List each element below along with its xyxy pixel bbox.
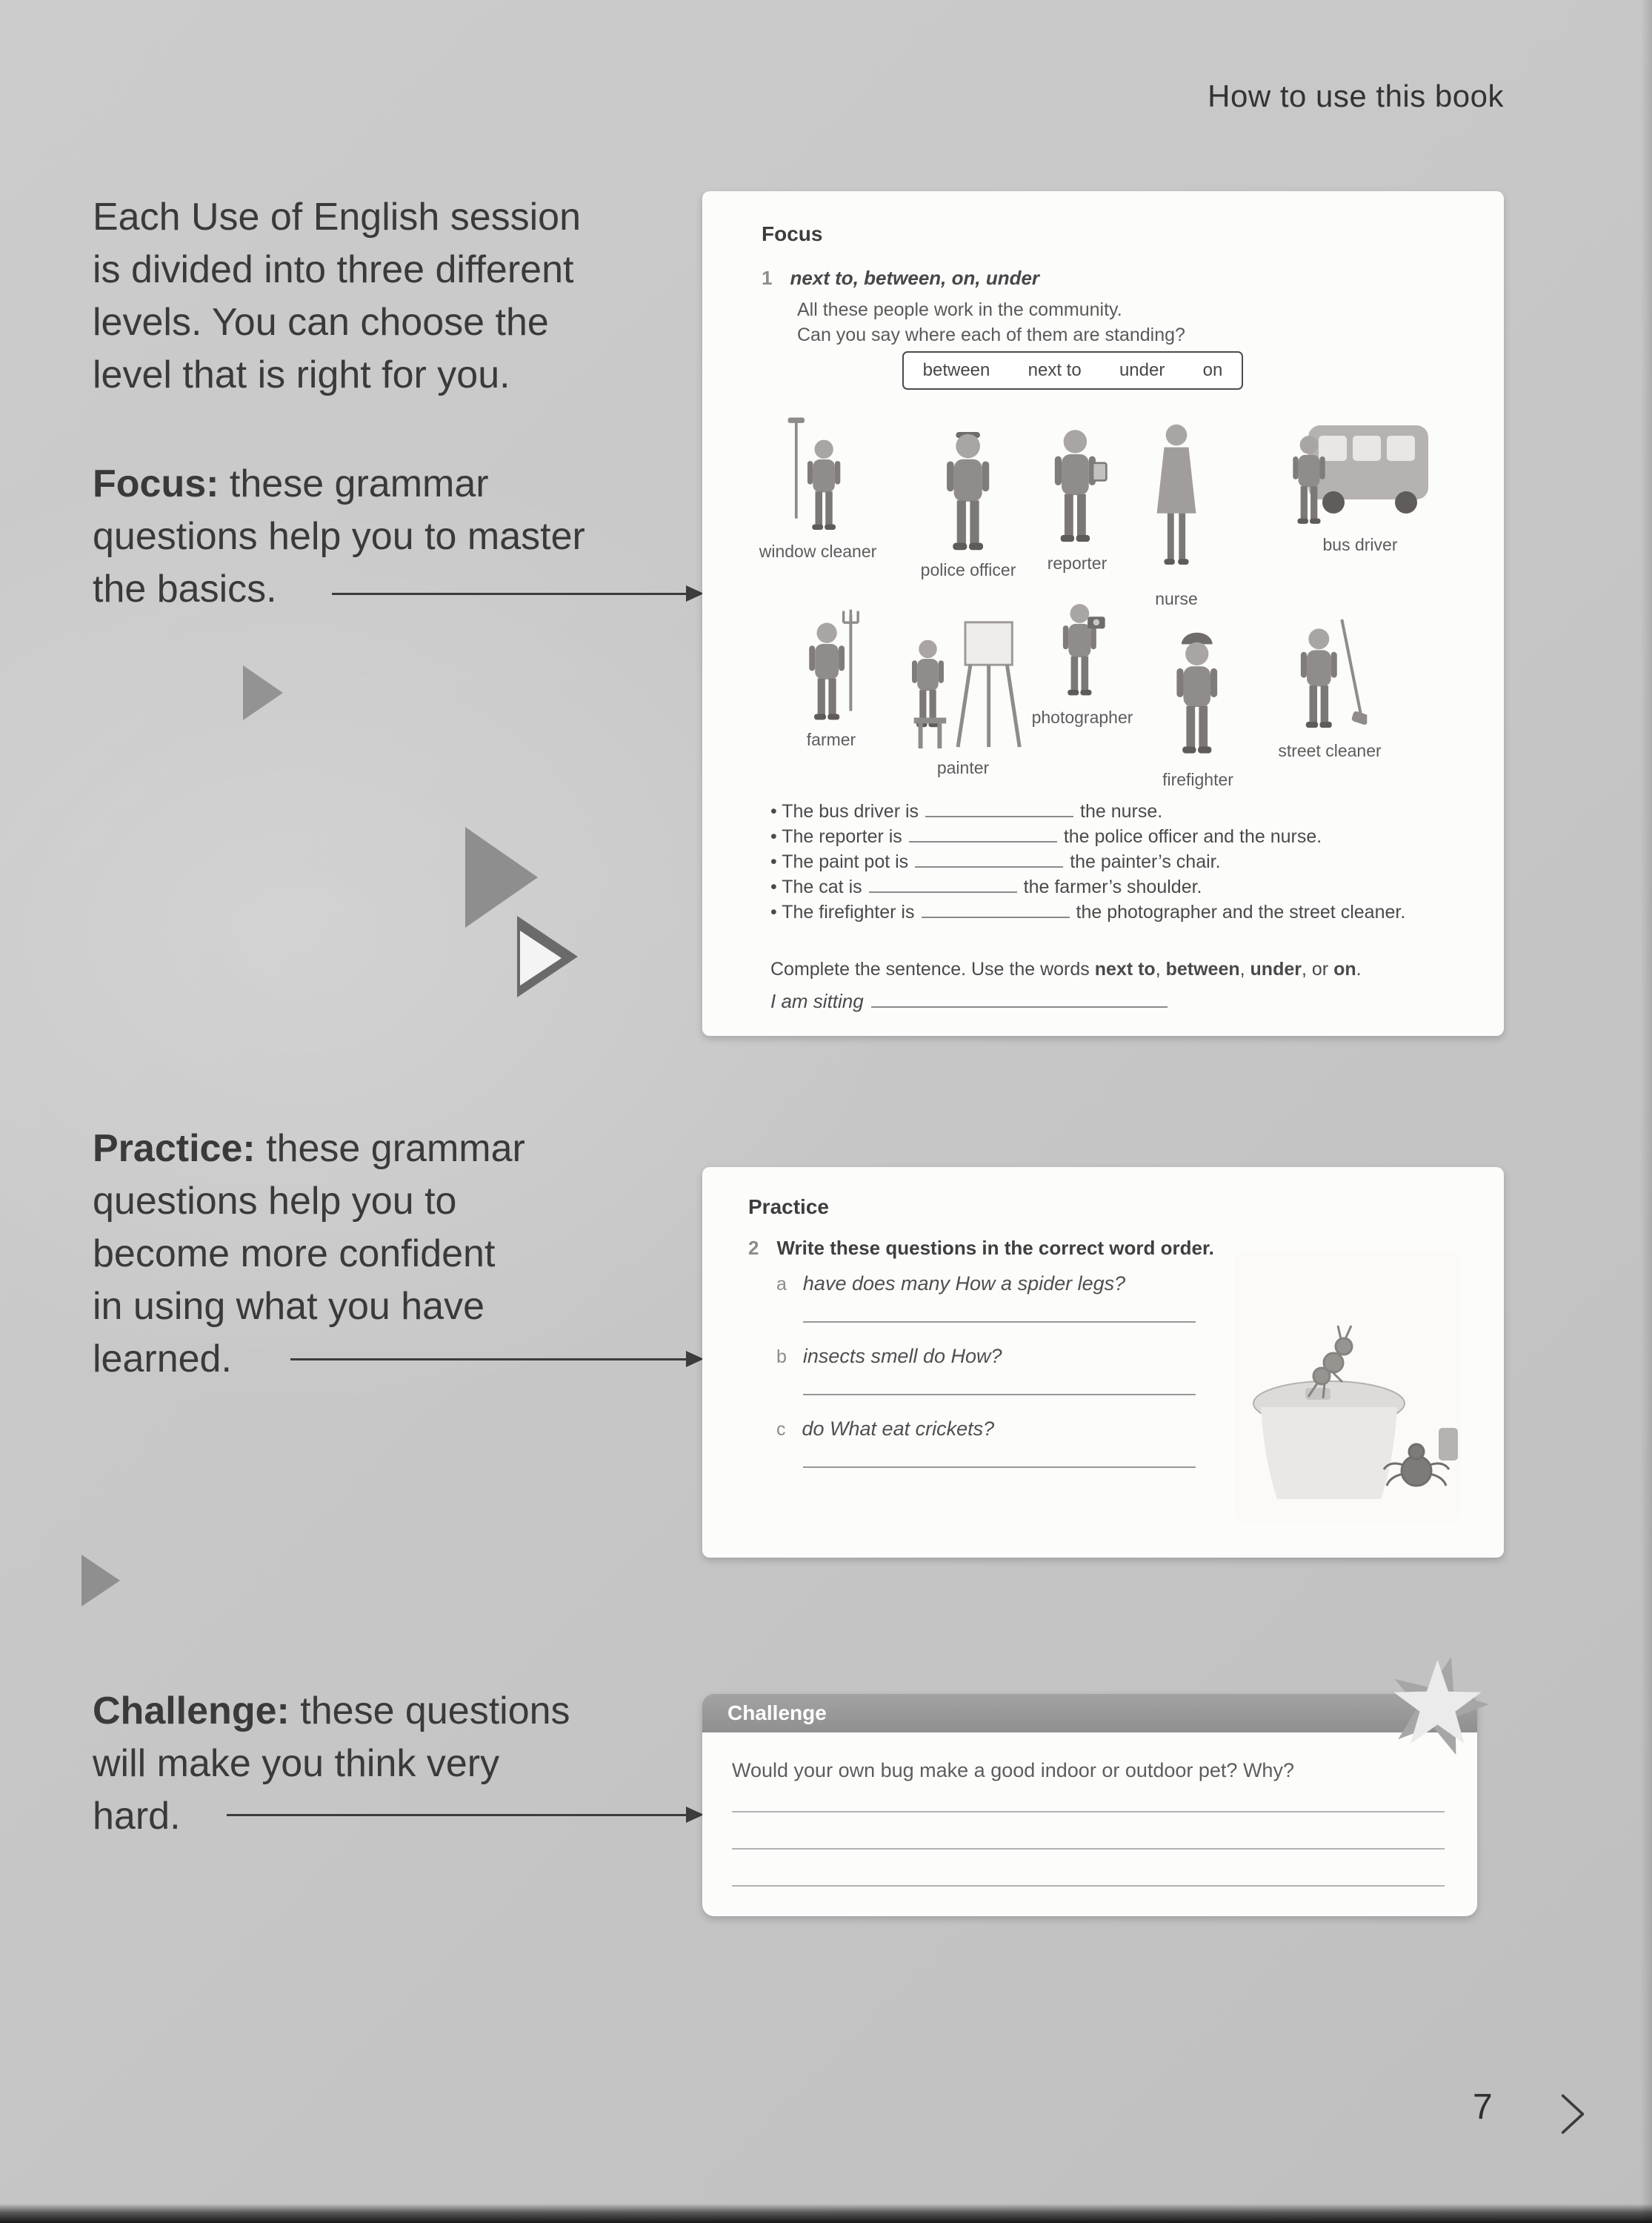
- answer-blank: [922, 900, 1070, 918]
- intro-line: level that is right for you.: [93, 353, 510, 396]
- nurse-figure: nurse: [1144, 415, 1209, 609]
- page-bottom-shadow: [0, 2204, 1652, 2223]
- answer-line: [803, 1394, 1196, 1395]
- photographer-figure: photographer: [1032, 591, 1133, 728]
- window-cleaner-illustration: [787, 412, 849, 536]
- page-edge-shadow: [1640, 0, 1652, 2223]
- sentence-item: • The cat is the farmer’s shoulder.: [770, 874, 1445, 900]
- challenge-label: Challenge:: [93, 1689, 290, 1732]
- word-bank-word: between: [922, 360, 990, 380]
- answer-blank: [871, 988, 1168, 1008]
- police-officer-illustration: [938, 432, 999, 555]
- exercise-2-heading: [748, 1237, 1214, 1260]
- answer-line: [732, 1885, 1445, 1887]
- intro-line: Each Use of English session: [93, 196, 582, 239]
- practice-sample-box: [702, 1167, 1504, 1558]
- answer-line: [803, 1321, 1196, 1323]
- bugs-illustration: [1234, 1250, 1461, 1523]
- reporter-illustration: [1046, 422, 1108, 548]
- intro-line: levels. You can choose the: [93, 301, 549, 344]
- answer-line: [732, 1811, 1445, 1812]
- practice-label: Practice:: [93, 1127, 256, 1170]
- bus-driver-figure: bus driver: [1286, 417, 1434, 555]
- exercise-title: Write these questions in the correct word order.: [776, 1237, 1214, 1259]
- exercise-number: 1: [762, 267, 773, 289]
- star-icon: [1382, 1651, 1493, 1762]
- farmer-figure: farmer: [799, 600, 864, 750]
- painter-figure: painter: [900, 606, 1026, 778]
- question-item: a have does many How a spider legs?: [776, 1272, 1126, 1295]
- sentence-item: • The paint pot is the painter’s chair.: [770, 849, 1445, 874]
- window-cleaner-figure: window cleaner: [759, 412, 877, 562]
- answer-line: [803, 1466, 1196, 1468]
- challenge-box-header: [702, 1694, 1477, 1732]
- answer-blank: [915, 849, 1063, 868]
- practice-pointer-arrow: [290, 1358, 686, 1360]
- word-bank-word: next to: [1027, 360, 1082, 380]
- photographer-illustration: [1054, 591, 1110, 702]
- answer-blank: [909, 824, 1057, 843]
- challenge-box-title: Challenge: [727, 1701, 827, 1724]
- question-item: c do What eat crickets?: [776, 1418, 995, 1440]
- practice-description: Practice: these grammar questions help you to become more confident in using what you have learned.: [93, 1127, 525, 1380]
- intro-paragraph: [93, 191, 581, 402]
- exercise-title: next to, between, on, under: [790, 267, 1040, 289]
- decorative-triangle-icon: [243, 665, 283, 720]
- sentence-item: • The firefighter is the photographer and the street cleaner.: [770, 900, 1445, 925]
- firefighter-illustration: [1166, 630, 1230, 765]
- reporter-figure: reporter: [1046, 422, 1108, 574]
- fill-in-sentences: [770, 799, 1445, 925]
- page-number: 7: [1473, 2087, 1493, 2127]
- bus-driver-illustration: [1286, 417, 1434, 530]
- bugs-tea-party-illustration: [1234, 1250, 1461, 1523]
- challenge-pointer-arrow: [227, 1814, 686, 1816]
- challenge-description: Challenge: these questions will make you think very hard.: [93, 1689, 570, 1838]
- street-cleaner-illustration: [1293, 602, 1367, 736]
- exercise-1-heading: [762, 267, 1039, 290]
- answer-line: [732, 1848, 1445, 1850]
- page-title: How to use this book: [1208, 79, 1504, 113]
- painter-illustration: [900, 606, 1026, 753]
- sentence-item: • The reporter is the police officer and the nurse.: [770, 824, 1445, 849]
- word-bank-word: under: [1119, 360, 1165, 380]
- instruction-line: All these people work in the community.: [797, 299, 1122, 320]
- exercise-number: 2: [748, 1237, 759, 1259]
- answer-blank: [869, 874, 1017, 893]
- street-cleaner-figure: street cleaner: [1278, 602, 1381, 761]
- firefighter-figure: firefighter: [1162, 630, 1233, 790]
- question-item: b insects smell do How?: [776, 1345, 1002, 1367]
- sitting-sentence-prompt: I am sitting: [770, 988, 1168, 1013]
- challenge-sample-box: [702, 1694, 1477, 1916]
- decorative-triangle-icon: [465, 827, 538, 928]
- complete-sentence-instruction: Complete the sentence. Use the words next to, between, under, or on.: [770, 959, 1362, 980]
- answer-blank: [925, 799, 1073, 817]
- focus-box-title: Focus: [762, 222, 823, 245]
- word-bank: [902, 351, 1243, 390]
- next-page-chevron-icon: [1556, 2091, 1588, 2137]
- intro-line: is divided into three different: [93, 248, 574, 291]
- instruction-line: Can you say where each of them are standing?: [797, 325, 1185, 345]
- focus-description: Focus: these grammar questions help you to master the basics.: [93, 462, 585, 611]
- focus-sample-box: [702, 191, 1504, 1036]
- focus-pointer-arrow: [332, 593, 686, 595]
- police-officer-figure: police officer: [921, 432, 1016, 580]
- focus-label: Focus:: [93, 462, 219, 505]
- word-bank-word: on: [1202, 360, 1223, 380]
- farmer-illustration: [799, 600, 864, 725]
- challenge-question: Would your own bug make a good indoor or outdoor pet? Why?: [732, 1759, 1294, 1781]
- decorative-triangle-icon: [81, 1555, 120, 1606]
- decorative-triangle-icon: [520, 931, 562, 986]
- practice-box-title: Practice: [748, 1195, 829, 1218]
- sentence-item: • The bus driver is the nurse.: [770, 799, 1445, 824]
- nurse-illustration: [1144, 415, 1209, 584]
